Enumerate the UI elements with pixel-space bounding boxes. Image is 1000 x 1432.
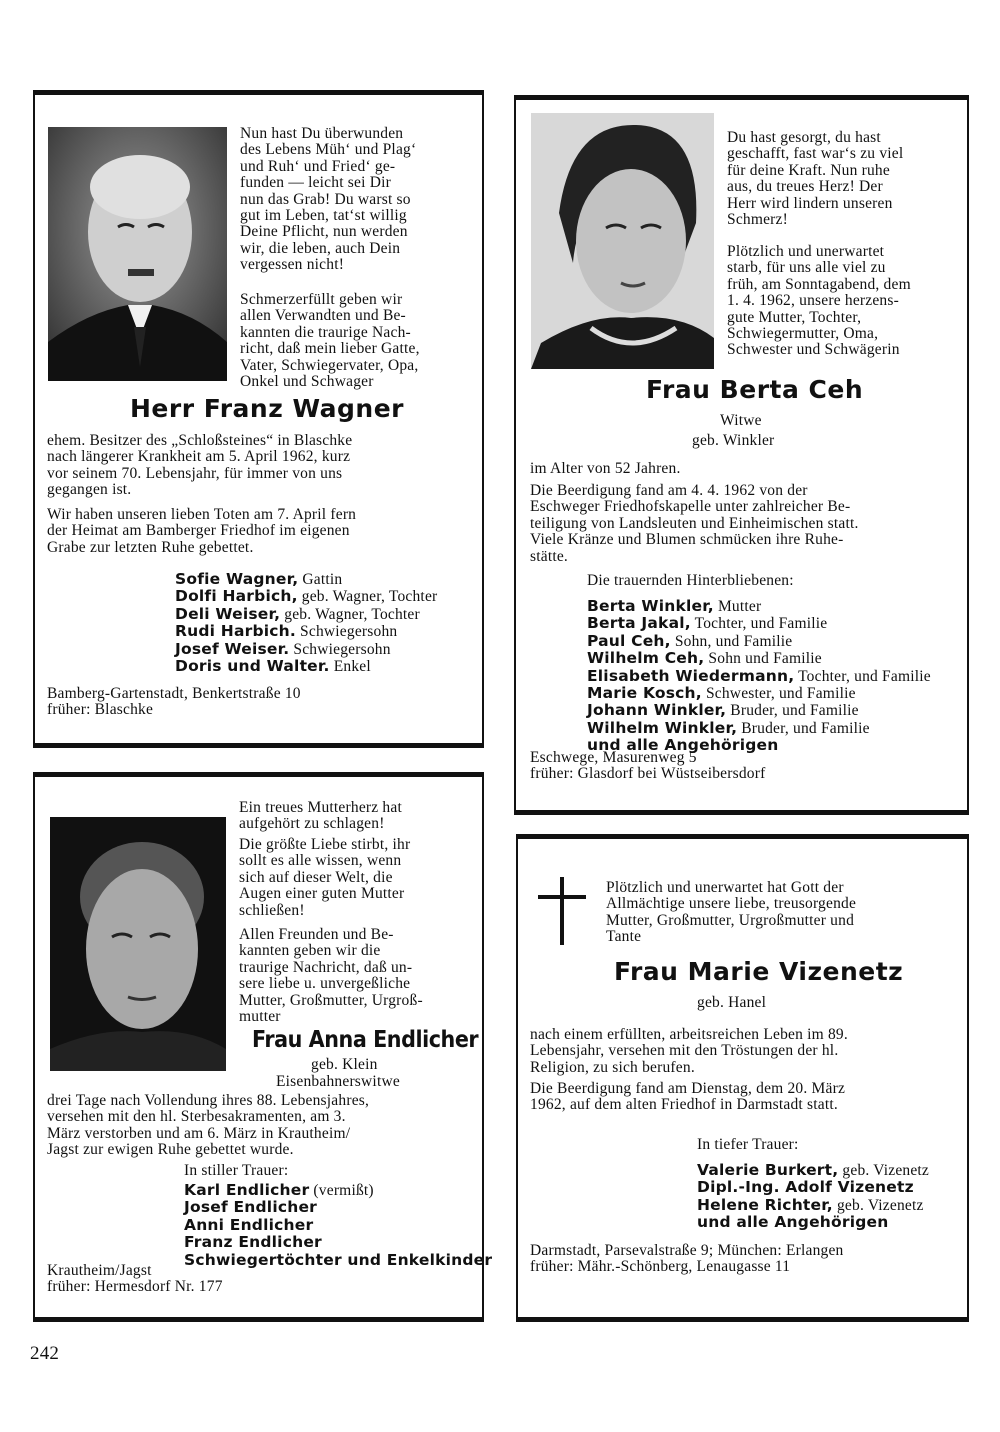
- burial-vizenetz: Die Beerdigung fand am Dienstag, dem 20. März 1962, auf dem alten Friedhof in Darmstadt statt.: [530, 1080, 846, 1114]
- mourner: Rudi Harbich. Schwiegersohn: [175, 622, 398, 641]
- mourner: Berta Winkler, Mutter: [587, 597, 762, 615]
- subtitle-maiden-name: geb. Klein: [311, 1056, 378, 1073]
- page-number: 242: [30, 1343, 60, 1364]
- mourner: Wilhelm Ceh, Sohn und Familie: [587, 649, 822, 668]
- intro-vizenetz: Plötzlich und unerwartet hat Gott der Allmächtige unsere liebe, treusorgende Mutter, Großmutter, Urgroßmutter und Tante: [606, 879, 857, 946]
- poem-wagner: Nun hast Du überwunden des Lebens Müh‘ und Plag‘ und Ruh‘ und Fried‘ ge- funden — leicht sei Dir nun das Grab! Du warst so gut im Leben, tat‘st willig Deine Pflicht, nun werden wir, die leben, auch Dein vergessen nicht!: [240, 125, 417, 274]
- mourners-vizenetz: [697, 1162, 929, 1232]
- mourner: Dipl.-Ing. Adolf Vizenetz: [697, 1178, 914, 1197]
- address-ceh: Eschwege, Masurenweg 5 früher: Glasdorf bei Wüstseibersdorf: [530, 749, 766, 783]
- mourner: Josef Weiser. Schwiegersohn: [175, 639, 391, 658]
- name-marie-vizenetz: Frau Marie Vizenetz: [614, 957, 904, 986]
- mourner: und alle Angehörigen: [697, 1213, 889, 1232]
- body-wagner: ehem. Besitzer des „Schloßsteines“ in Blaschke nach längerer Krankheit am 5. April 1962, kurz vor seinem 70. Lebensjahr, für immer von uns gegangen ist.: [47, 432, 353, 499]
- body-ceh: Die Beerdigung fand am 4. 4. 1962 von der Eschweger Friedhofskapelle unter zahlreicher Be- teiligung von Landsleuten und Einheimischen statt. Viele Kränze und Blumen schmücken ihre Ruhe- stätte.: [530, 482, 859, 565]
- mourner: Helene Richter, geb. Vizenetz: [697, 1195, 924, 1214]
- mourner: und alle Angehörigen: [587, 736, 779, 755]
- portrait-berta-ceh: [531, 113, 714, 369]
- portrait-franz-wagner: [48, 127, 227, 381]
- mourner: Wilhelm Winkler, Bruder, und Familie: [587, 718, 870, 737]
- mourners-heading-ceh: Die trauernden Hinterbliebenen:: [587, 572, 794, 589]
- mourner: Valerie Burkert, geb. Vizenetz: [697, 1161, 930, 1179]
- mourner: Marie Kosch, Schwester, und Familie: [587, 684, 856, 703]
- mourner: Doris und Walter. Enkel: [175, 657, 371, 676]
- mourner: Franz Endlicher: [184, 1233, 322, 1252]
- mourner: Johann Winkler, Bruder, und Familie: [587, 701, 859, 720]
- body-endlicher: drei Tage nach Vollendung ihres 88. Lebensjahres, versehen mit den hl. Sterbesakramenten, am 3. März verstorben und am 6. März in Krautheim/ Jagst zur ewigen Ruhe gebettet wurde.: [47, 1092, 370, 1159]
- address-wagner: Bamberg-Gartenstadt, Benkertstraße 10 früher: Blaschke: [47, 685, 301, 719]
- name-franz-wagner: Herr Franz Wagner: [130, 394, 405, 423]
- poem-endlicher: Ein treues Mutterherz hat aufgehört zu schlagen!: [239, 799, 402, 833]
- poem-ceh: Du hast gesorgt, du hast geschafft, fast war‘s zu viel für deine Kraft. Nun ruhe aus, du treues Herz! Der Herr wird lindern unseren Schmerz!: [727, 129, 904, 229]
- body-vizenetz: nach einem erfüllten, arbeitsreichen Leben im 89. Lebensjahr, versehen mit den Tröstungen der hl. Religion, zu sich berufen.: [530, 1026, 848, 1076]
- mourner: Deli Weiser, geb. Wagner, Tochter: [175, 604, 420, 623]
- subtitle-occupation: Eisenbahnerswitwe: [276, 1073, 400, 1090]
- mourner: Karl Endlicher (vermißt): [184, 1181, 374, 1199]
- mourners-heading-endlicher: In stiller Trauer:: [184, 1162, 289, 1179]
- age-ceh: im Alter von 52 Jahren.: [530, 460, 681, 477]
- mourner: Schwiegertöchter und Enkelkinder: [184, 1250, 493, 1269]
- cross-icon: [538, 877, 586, 945]
- portrait-anna-endlicher: [50, 817, 226, 1071]
- mourner: Dolfi Harbich, geb. Wagner, Tochter: [175, 587, 438, 606]
- mourner: Josef Endlicher: [184, 1198, 318, 1217]
- mourners-endlicher: [184, 1182, 492, 1269]
- intro-endlicher: Allen Freunden und Be- kannten geben wir die traurige Nachricht, daß un- sere liebe u. unvergeßliche Mutter, Großmutter, Urgroß- mutter: [239, 926, 423, 1026]
- subtitle-maiden-name: geb. Hanel: [697, 994, 767, 1011]
- subtitle-maiden-name: geb. Winkler: [692, 432, 775, 449]
- mourner: Paul Ceh, Sohn, und Familie: [587, 631, 793, 650]
- mourner: Anni Endlicher: [184, 1215, 314, 1234]
- mourner: Berta Jakal, Tochter, und Familie: [587, 614, 828, 633]
- name-berta-ceh: Frau Berta Ceh: [646, 375, 864, 404]
- name-anna-endlicher: Frau Anna Endlicher: [252, 1027, 479, 1053]
- subtitle-widow: Witwe: [720, 412, 762, 429]
- mourners-wagner: [175, 571, 437, 675]
- poem2-endlicher: Die größte Liebe stirbt, ihr sollt es alle wissen, wenn sich auf dieser Welt, die Augen einer guten Mutter schließen!: [239, 836, 411, 919]
- burial-wagner: Wir haben unseren lieben Toten am 7. April fern der Heimat am Bamberger Friedhof im eigenen Grabe zur letzten Ruhe gebettet.: [47, 506, 357, 556]
- mourners-ceh: [587, 598, 931, 755]
- intro-wagner: Schmerzerfüllt geben wir allen Verwandten und Be- kannten die traurige Nach- richt, daß mein lieber Gatte, Vater, Schwiegervater, Opa, Onkel und Schwager: [240, 291, 420, 391]
- mourner: Elisabeth Wiedermann, Tochter, und Familie: [587, 666, 931, 685]
- mourners-heading-vizenetz: In tiefer Trauer:: [697, 1136, 799, 1153]
- mourner: Sofie Wagner, Gattin: [175, 570, 343, 588]
- address-vizenetz: Darmstadt, Parsevalstraße 9; München: Erlangen früher: Mähr.-Schönberg, Lenaugasse 11: [530, 1242, 844, 1276]
- address-endlicher: Krautheim/Jagst früher: Hermesdorf Nr. 177: [47, 1262, 223, 1296]
- intro-ceh: Plötzlich und unerwartet starb, für uns alle viel zu früh, am Sonntagabend, dem 1. 4. 1962, unsere herzens- gute Mutter, Tochter, Schwiegermutter, Oma, Schwester und Schwägerin: [727, 243, 911, 359]
